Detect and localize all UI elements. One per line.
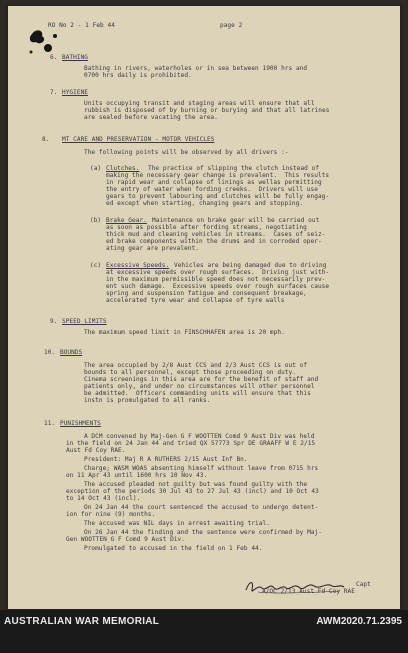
section-number: 8. [42, 136, 50, 143]
text-line: bounds to all personnel, except those proceeding on duty. [84, 369, 296, 376]
section-number: 10. [44, 349, 56, 356]
text-line: gears to prevent labouring and clutches will be fully engag- [106, 193, 330, 200]
section-heading-punishments: PUNISHMENTS [60, 420, 101, 427]
section-heading-speed-limits: SPEED LIMITS [62, 318, 107, 325]
text-line: The accused was NIL days in arrest awaiting trial. [84, 520, 270, 527]
text-line: Maintenance on brake gear will be carried out [152, 217, 320, 224]
text-line: are sealed before vacating the area. [84, 114, 218, 121]
text-line: rubbish is disposed of by burning or burying and that all latrines [84, 107, 330, 114]
text-line: making the necessary gear change is prevalent. This results [106, 172, 330, 179]
text-line: 0700 hrs daily is prohibited. [84, 72, 192, 79]
page-number: page 2 [220, 22, 243, 29]
section-heading-mt-care: MT CARE AND PRESERVATION - MOTOR VEHICLES [62, 136, 215, 143]
section-number: 6. [50, 54, 58, 61]
text-line: the entry of water when fording creeks. Drivers will use [106, 186, 318, 193]
item-label: (c) [90, 262, 102, 269]
ink-blot [26, 26, 66, 62]
item-title-brake-gear: Brake Gear. [106, 217, 147, 224]
text-line: as soon as possible after fording streams, negotiating [106, 224, 307, 231]
section-heading-bounds: BOUNDS [60, 349, 83, 356]
document-reference: RO No 2 - 1 Feb 44 [48, 22, 115, 29]
text-line: instn is promulgated to all ranks. [84, 397, 211, 404]
text-line: The practice of slipping the clutch instead of [148, 165, 320, 172]
text-line: in rapid wear and collapse of linings as wellas permitting [106, 179, 322, 186]
text-line: On 26 Jan 44 the finding and the sentence were confirmed by Maj- [84, 529, 322, 536]
text-line: to 14 Oct 43 (incl). [66, 495, 141, 502]
text-line: The following points will be observed by all drivers :- [84, 149, 289, 156]
archive-accession-number: AWM2020.71.2395 [316, 616, 402, 627]
item-title-clutches: Clutches. [106, 165, 140, 172]
section-heading-bathing: BATHING [62, 54, 89, 61]
text-line: Cinema screenings in this area are for the benefit of staff and [84, 376, 319, 383]
item-label: (a) [90, 165, 102, 172]
section-number: 7. [50, 89, 58, 96]
signatory-unit: A/OC 2/13 Aust Fd Coy RAE [262, 588, 355, 595]
text-line: exception of the periods 30 Jul 43 to 27 Jul 43 (incl) and 10 Oct 43 [66, 488, 319, 495]
item-title-excessive-speeds: Excessive Speeds. [106, 262, 170, 269]
text-line: spring and suspension fatigue and consequent breakage, [106, 290, 307, 297]
text-line: The area occupied by 2/8 Aust CCS and 2/3 Aust CCS is out of [84, 362, 308, 369]
text-line: The maximum speed limit in FINSCHHAFEN area is 20 mph. [84, 329, 285, 336]
text-line: President: Maj R A RUTHERS 2/15 Aust Inf Bn. [84, 456, 248, 463]
archive-name: AUSTRALIAN WAR MEMORIAL [4, 616, 160, 627]
text-line: ed brake components within the drums and in corroded oper- [106, 238, 322, 245]
text-line: Aust Fd Coy RAE. [66, 447, 126, 454]
signatory-rank: Capt [356, 581, 371, 588]
text-line: at excessive speeds over rough surfaces. Driving just with- [106, 269, 330, 276]
document-page [8, 6, 400, 609]
text-line: Gen WOOTTEN G F Comd 9 Aust Div. [66, 536, 185, 543]
section-number: 9. [50, 318, 58, 325]
archive-footer [0, 610, 408, 653]
section-heading-hygiene: HYGIENE [62, 89, 89, 96]
text-line: thick mud and cleaning vehicles in streams. Cases of seiz- [106, 231, 326, 238]
section-number: 11. [44, 420, 56, 427]
text-line: in the field on 24 Jan 44 and tried QX 57773 Spr DE GRAAFF W E 2/15 [66, 440, 316, 447]
text-line: ion for nine (9) months. [66, 511, 156, 518]
text-line: Vehicles are being damaged due to driving [174, 262, 327, 269]
text-line: Bathing in rivers, waterholes or in sea between 1900 hrs and [84, 65, 308, 72]
text-line: ent such damage. Excessive speeds over rough surfaces cause [106, 283, 330, 290]
text-line: Charge; WASM WOAS absenting himself without leave from 0715 hrs [84, 465, 319, 472]
text-line: be admitted. Officers commanding units will ensure that this [84, 390, 311, 397]
text-line: on 11 Apr 43 until 1600 hrs 10 Nov 43. [66, 472, 208, 479]
text-line: ating gear are prevalent. [106, 245, 199, 252]
text-line: Units occupying transit and staging areas will ensure that all [84, 100, 315, 107]
text-line: On 24 Jan 44 the court sentenced the accused to undergo detent- [84, 504, 319, 511]
item-label: (b) [90, 217, 102, 224]
text-line: ed except when starting, changing gears and stopping. [106, 200, 304, 207]
text-line: patients only, and under no circumstances will other personnel [84, 383, 315, 390]
text-line: Promulgated to accused in the field on 1 Feb 44. [84, 545, 263, 552]
text-line: in the maximum permissible speed does not necessarily prev- [106, 276, 326, 283]
text-line: The accused pleaded not guilty but was found guilty with the [84, 481, 308, 488]
text-line: A DCM convened by Maj-Gen G F WOOTTEN Comd 9 Aust Div was held [84, 433, 315, 440]
text-line: accelerated tyre wear and collapse of tyre walls [106, 297, 285, 304]
